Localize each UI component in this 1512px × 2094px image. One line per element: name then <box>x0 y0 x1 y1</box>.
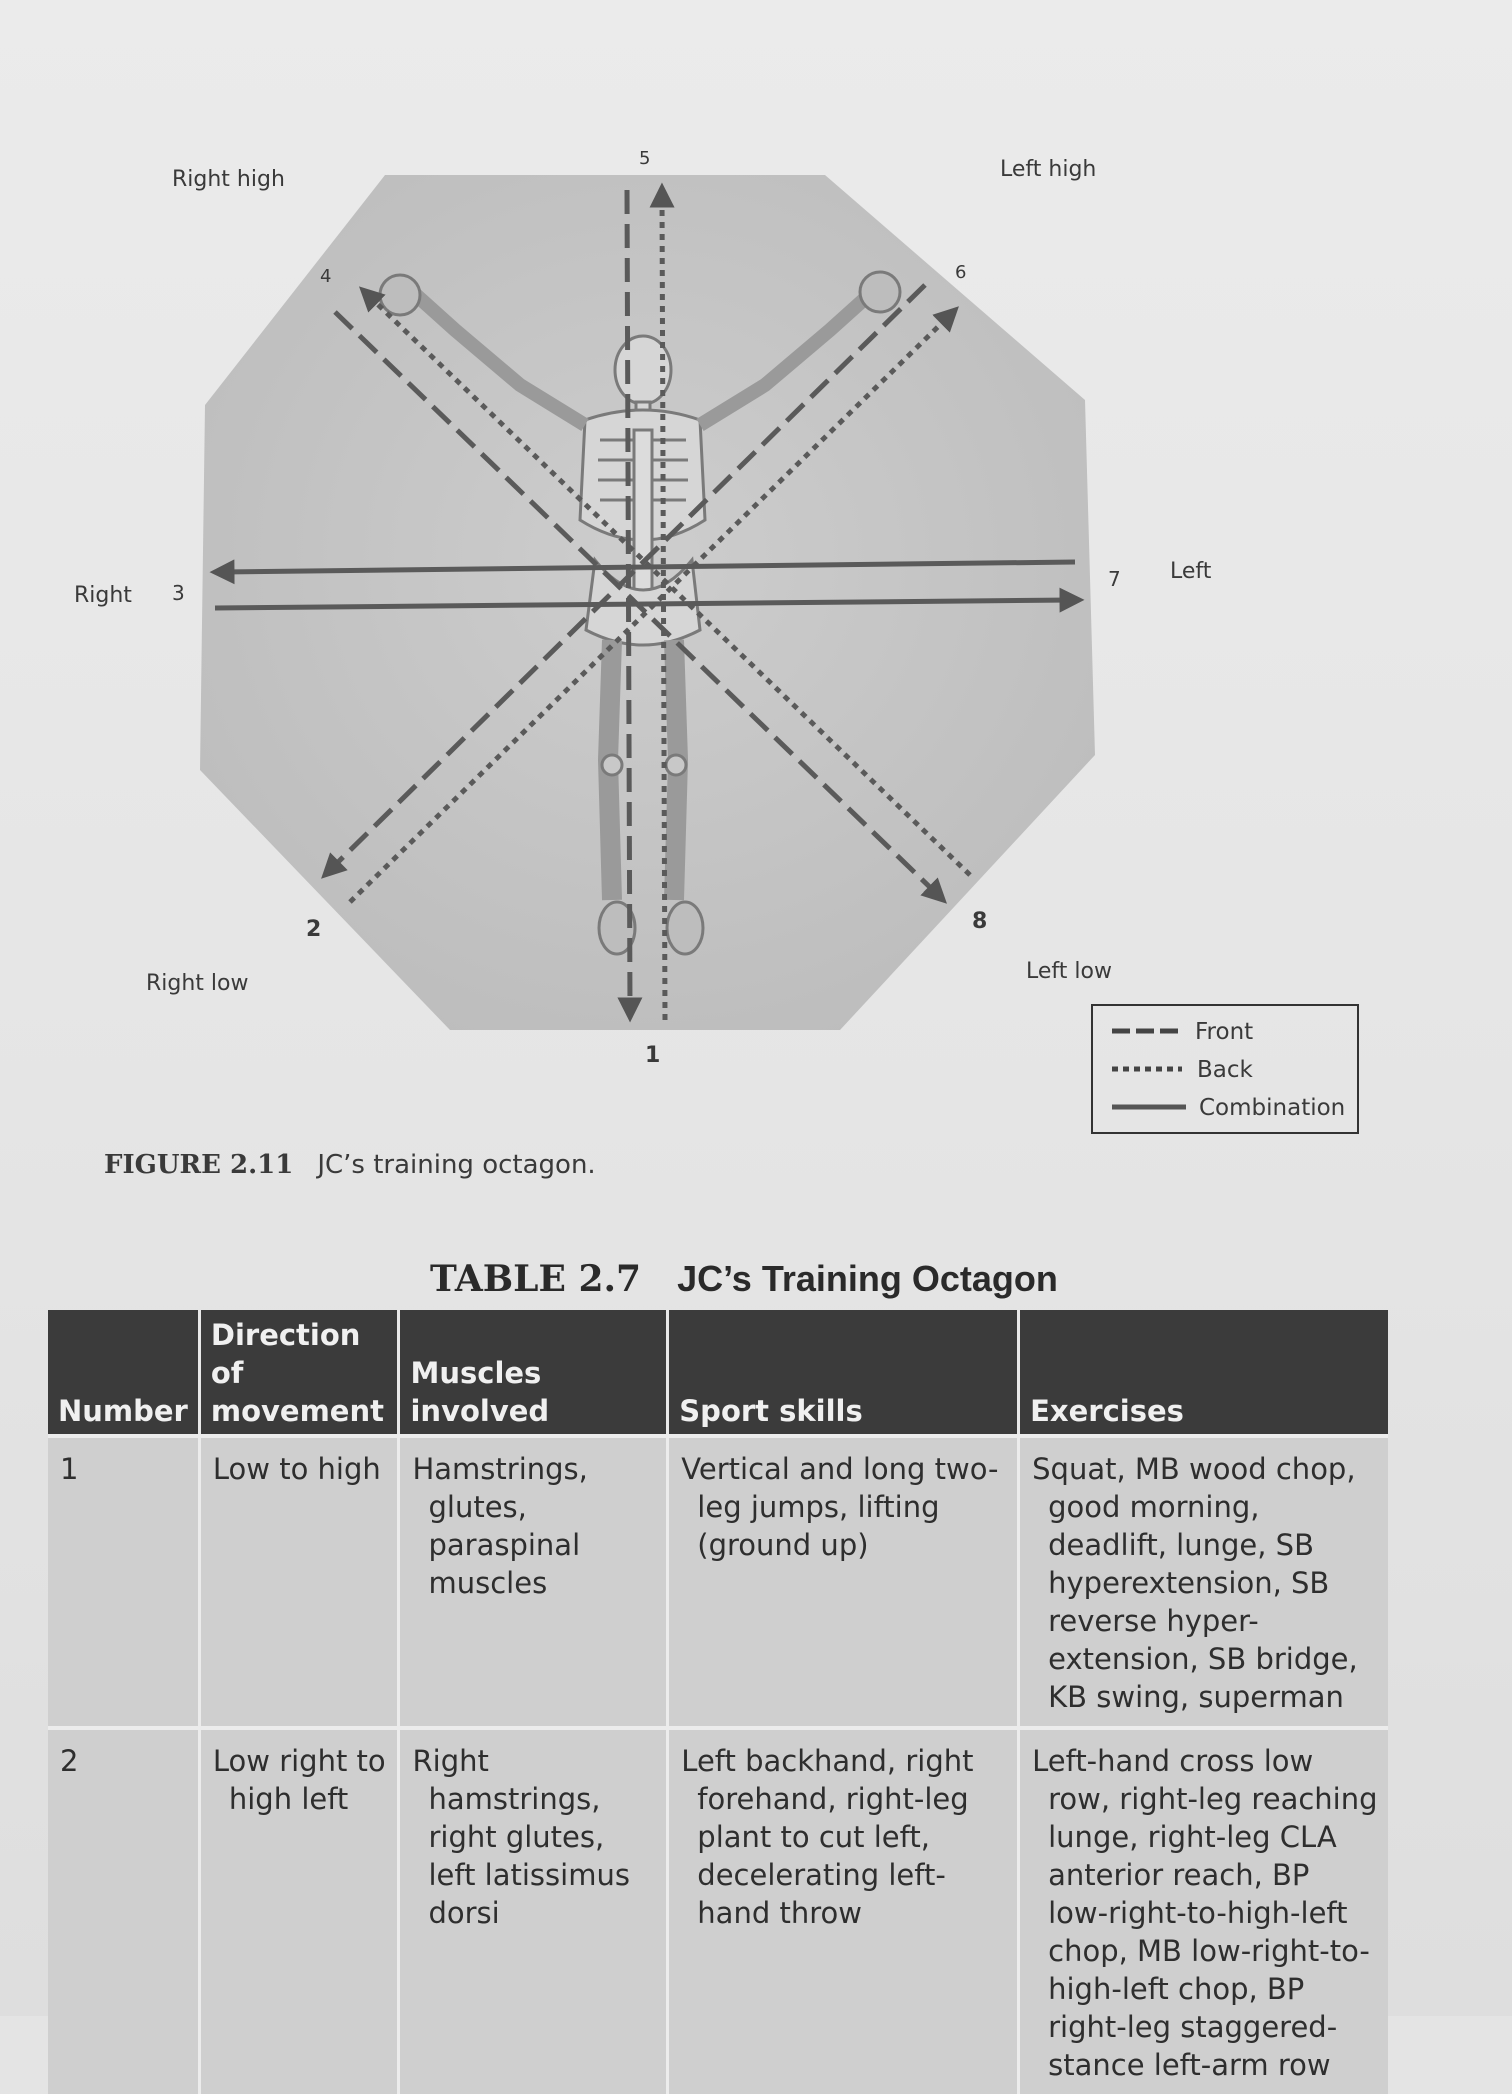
figure-caption-text: JC’s training octagon. <box>317 1150 596 1180</box>
header-direction: Direction of movement <box>199 1310 399 1436</box>
header-exercises: Exercises <box>1019 1310 1388 1436</box>
label-right-high: Right high <box>172 167 285 192</box>
figure-caption <box>104 1150 596 1180</box>
number-2: 2 <box>306 917 322 942</box>
cell-skills: Left backhand, right forehand, right-leg plant to cut left, decelerating left-hand throw <box>668 1728 1019 2094</box>
label-right: Right <box>74 583 132 608</box>
label-left: Left <box>1170 559 1212 584</box>
cell-number: 2 <box>48 1728 199 2094</box>
line-5-back <box>662 195 665 1020</box>
cell-direction: Low right to high left <box>199 1728 399 2094</box>
header-skills: Sport skills <box>668 1310 1019 1436</box>
cell-muscles: Right hamstrings, right glutes, left latissimus dorsi <box>399 1728 668 2094</box>
cell-exercises: Left-hand cross low row, right-leg reaching lunge, right-leg CLA anterior reach, BP low-right-to-high-left chop, MB low-right-to-high-left chop, BP right-leg staggered-stance left-arm row <box>1019 1728 1388 2094</box>
label-left-high: Left high <box>1000 157 1097 182</box>
cell-number: 1 <box>48 1436 199 1728</box>
cell-direction: Low to high <box>199 1436 399 1728</box>
table-row <box>48 1436 1388 1728</box>
number-7: 7 <box>1108 567 1121 591</box>
table-row <box>48 1728 1388 2094</box>
number-6: 6 <box>955 262 967 283</box>
table-title <box>430 1258 1058 1300</box>
table-number: TABLE 2.7 <box>430 1258 642 1300</box>
label-left-low: Left low <box>1026 959 1112 984</box>
legend-front: Front <box>1195 1019 1254 1045</box>
training-octagon-table <box>48 1310 1388 2094</box>
header-muscles: Muscles involved <box>399 1310 668 1436</box>
number-5: 5 <box>639 148 651 169</box>
table-header-row <box>48 1310 1388 1436</box>
legend <box>1092 1005 1358 1133</box>
cell-muscles: Hamstrings, glutes, paraspinal muscles <box>399 1436 668 1728</box>
number-1: 1 <box>645 1043 661 1068</box>
number-4: 4 <box>320 266 332 287</box>
number-3: 3 <box>172 581 185 605</box>
legend-back: Back <box>1197 1057 1253 1083</box>
number-8: 8 <box>972 909 988 934</box>
header-number: Number <box>48 1310 199 1436</box>
table-title-text: JC’s Training Octagon <box>677 1258 1058 1299</box>
label-right-low: Right low <box>146 971 249 996</box>
cell-skills: Vertical and long two-leg jumps, lifting (ground up) <box>668 1436 1019 1728</box>
legend-combination: Combination <box>1199 1095 1346 1121</box>
figure-number: FIGURE 2.11 <box>104 1150 294 1180</box>
cell-exercises: Squat, MB wood chop, good morning, deadlift, lunge, SB hyperextension, SB reverse hyper-extension, SB bridge, KB swing, superman <box>1019 1436 1388 1728</box>
